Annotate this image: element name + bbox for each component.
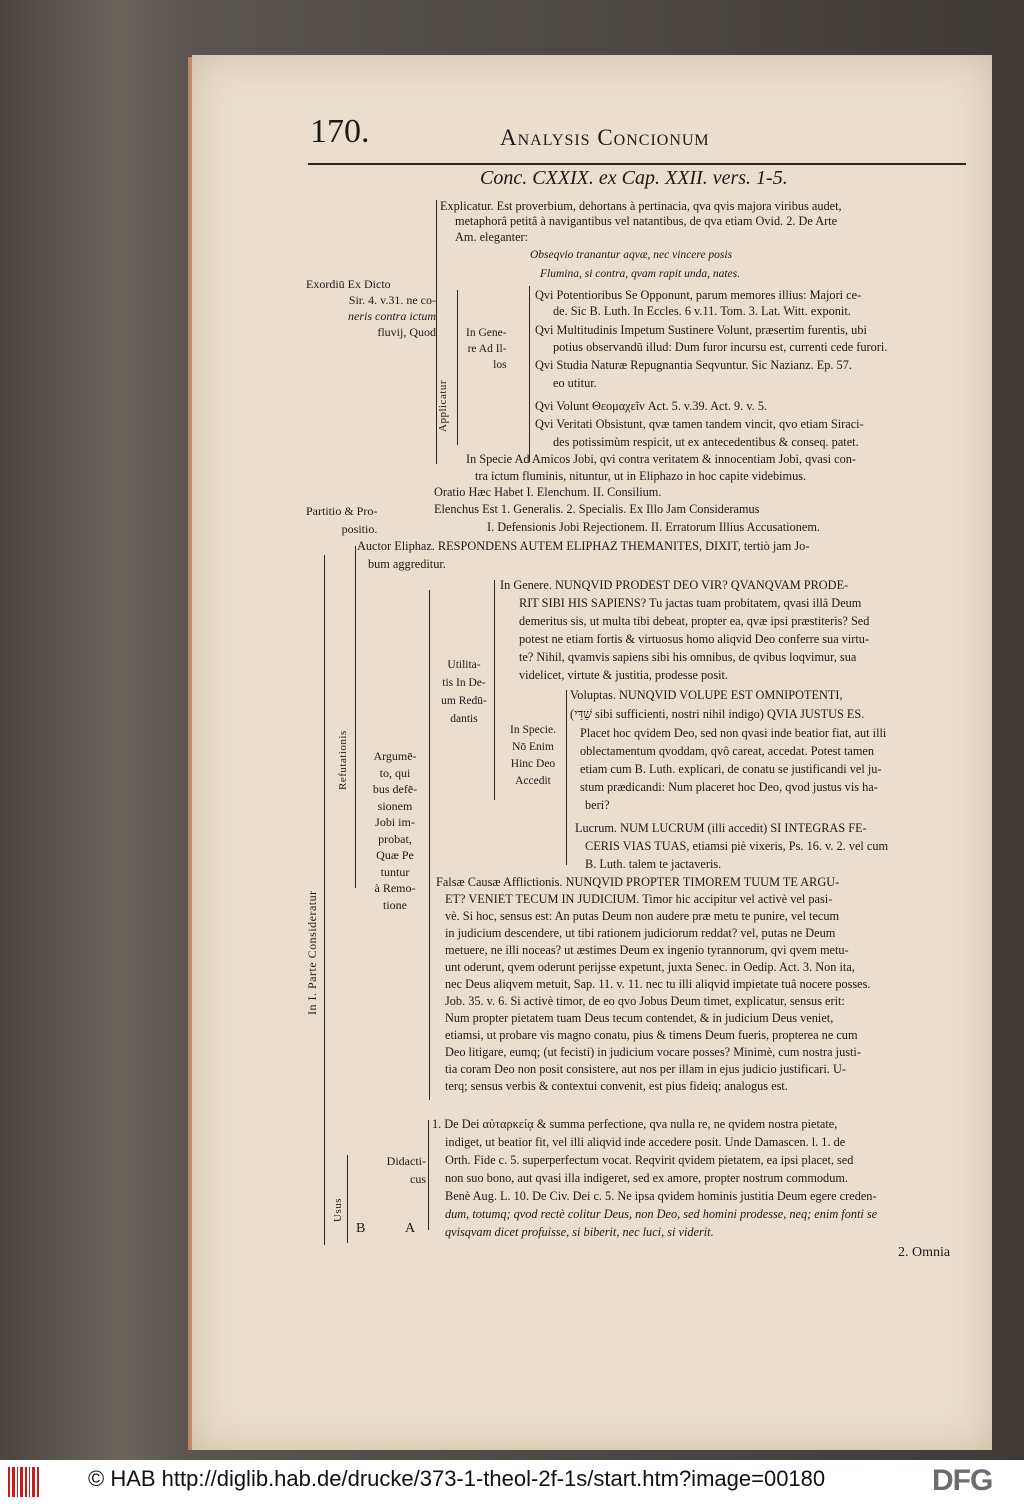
label-line: tis In De- (442, 677, 486, 689)
label-line: In Specie. (510, 724, 556, 736)
subtitle: Conc. CXXIX. ex Cap. XXII. vers. 1-5. (480, 167, 788, 189)
text-line: etiamsi, ut probare vis magno conatu, pius & timens Deum fueris, propterea ne cum (445, 1028, 858, 1042)
brace-auctor (355, 546, 356, 888)
label-usus: Usus (332, 1197, 344, 1222)
label-line: sionem (377, 798, 413, 813)
text-line: Qvi Veritati Obsistunt, qvæ tamen tandem vincit, qvo etiam Siraci- (535, 417, 864, 431)
label-line: fluvij, Quod (377, 325, 436, 339)
text-line: tra ictum fluminis, nituntur, ut in Eliphazo in hoc capite videbimus. (475, 469, 807, 483)
dfg-logo: DFG (932, 1464, 993, 1497)
text-line: Auctor Eliphaz. RESPONDENS AUTEM ELIPHAZ THEMANITES, DIXIT, tertiò jam Jo- (357, 539, 810, 553)
text-line: metaphorâ petitâ à navigantibus vel natantibus, de qva etiam Ovid. 2. De Arte (455, 214, 838, 228)
text-line: indiget, ut beatior fit, vel illi aliqvid inde accedere posit. Unde Damascen. l. 1. de (445, 1135, 846, 1149)
text-line: potius observandū illud: Dum furor incursu est, currenti cede furori. (553, 340, 888, 354)
text-line: terq; sensus verbis & contextui convenit, est pius fideiq; analogus est. (445, 1079, 788, 1093)
brace-usus (347, 1155, 348, 1243)
text-line: B. Luth. talem te jactaveris. (585, 857, 722, 871)
brace-in-genere-2 (494, 580, 495, 800)
text-line: Qvi Potentioribus Se Opponunt, parum memores illius: Majori ce- (535, 288, 862, 302)
header-rule (308, 163, 966, 165)
text-line: In Genere. NUNQVID PRODEST DEO VIR? QVANQVAM PRODE- (500, 578, 849, 592)
label-line: à Remo- (374, 881, 416, 895)
text-line: I. Defensionis Jobi Rejectionem. II. Erratorum Illius Accusationem. (487, 520, 820, 534)
label-line: dantis (450, 713, 478, 725)
text-line: qvisqvam dicet profuisse, si biberit, nec luci, si viderit. (445, 1225, 714, 1239)
brace-argumento (429, 590, 430, 1100)
text-line: CERIS VIAS TUAS, etiamsi piè vixeris, Ps. 16. v. 2. vel cum (585, 839, 889, 853)
label-line: probat, (378, 831, 412, 846)
label-line: Exordiū Ex Dicto (306, 277, 391, 291)
text-line: stum prædicandi: Num placeret hoc Deo, qvod justus vis ha- (580, 780, 878, 794)
barcode-icon (8, 1467, 46, 1497)
text-line: Benè Aug. L. 10. De Civ. Dei c. 5. Ne ipsa qvidem hominis justitia Deum egere creden- (445, 1189, 877, 1203)
text-line: Flumina, si contra, qvam rapit unda, nates. (540, 268, 740, 280)
label-line: Hinc Deo (510, 758, 556, 770)
text-line: eo utitur. (553, 376, 597, 390)
label-in-i-parte: In I. Parte Consideratur (305, 890, 319, 1015)
text-line: vè. Si hoc, sensus est: An putas Deum non audere præ metu te punire, vel tecum (445, 909, 840, 923)
label-line: positio. (341, 522, 378, 536)
brace-applicatur (457, 290, 458, 445)
label-line: neris contra ictum (348, 309, 436, 323)
text-line: tia coram Deo non posit consistere, aut nos per illam in ejus judicio justificari. U- (445, 1062, 846, 1076)
text-line: In Specie Ad Amicos Jobi, qvi contra veritatem & innocentiam Jobi, qvasi con- (466, 452, 857, 466)
label-line: In Gene- (466, 327, 507, 339)
text-line: Qvi Studia Naturæ Repugnantia Seqvuntur. Sic Nazianz. Ep. 57. (535, 358, 852, 372)
text-line: Qvi Volunt Θεομαχεῖν Act. 5. v.39. Act. 9. v. 5. (535, 399, 768, 413)
label-argumento (361, 748, 429, 913)
text-line: metuere, ne illi noceas? ut æstimes Deum ex ingenio tyrannorum, qvi qvem metu- (445, 943, 849, 957)
text-line: Explicatur. Est proverbium, dehortans à pertinacia, qva qvis majora viribus audet, (440, 199, 842, 213)
label-line: Utilita- (447, 659, 481, 671)
label-applicatur: Applicatur (437, 379, 449, 432)
text-line: in judicium descendere, ut tibi rationem judiciorum reddat? vel, putas ne Deum (445, 926, 836, 940)
brace-didacticus (428, 1120, 429, 1230)
label-partitio (306, 502, 377, 538)
text-line: Placet hoc qvidem Deo, sed non qvasi inde beatior fiat, aut illi (580, 726, 887, 740)
text-line: ET? VENIET TECUM IN JUDICIUM. Timor hic accipitur vel activè vel pasi- (445, 892, 833, 906)
text-line: des potissimùm respicit, ut ex antecedentibus & conseq. patet. (553, 435, 859, 449)
text-line: Oratio Hæc Habet I. Elenchum. II. Consilium. (434, 485, 662, 499)
label-line: Accedit (515, 775, 551, 787)
letter-a: A (405, 1221, 416, 1236)
label-in-genere (466, 325, 507, 373)
text-line: Am. eleganter: (455, 230, 529, 244)
text-line: demeritus sis, ut multa tibi debeat, propter ea, qvæ ipsi præstiteris? Sed (519, 614, 870, 628)
text-line: (שַׁדַּי sibi sufficienti, nostri nihil indigo) QVIA JUSTUS ES. (570, 707, 865, 721)
text-line: videlicet, virtute & justitia, prodesse posit. (519, 668, 729, 682)
label-utilitatis (434, 656, 494, 728)
text-line: te? Nihil, qvamvis sapiens sibi his omnibus, de qvibus loqvimur, sua (519, 650, 857, 664)
label-line: Didacti- (386, 1154, 426, 1168)
text-line: Orth. Fide c. 5. superperfectum vocat. Reqvirit qvidem pietatem, ea ipsi placet, sed (445, 1153, 854, 1167)
brace-in-genere (529, 286, 530, 462)
label-line: um Redū- (441, 695, 487, 707)
text-line: non suo bono, aut qvasi illa indigeret, sed ex amore, propter nostrum commodum. (445, 1171, 848, 1185)
label-line: Nō Enim (512, 741, 554, 753)
text-line: dum, totumq; qvod rectè colitur Deus, non Deo, sed homini prodesse, neq; enim fonti se (445, 1207, 878, 1221)
text-line: Elenchus Est 1. Generalis. 2. Specialis. Ex Illo Jam Consideramus (434, 502, 760, 516)
label-line: Sir. 4. v.31. ne co- (348, 293, 436, 307)
brace-in-specie (566, 690, 567, 865)
text-line: Qvi Multitudinis Impetum Sustinere Volunt, præsertim furentis, ubi (535, 323, 867, 337)
label-line: Argumē- (373, 749, 417, 763)
label-line: to, qui (379, 765, 411, 780)
label-line: bus defē- (372, 782, 418, 796)
text-line: Voluptas. NUNQVID VOLUPE EST OMNIPOTENTI, (570, 688, 843, 702)
text-line: Num propter pietatem tuam Deus tecum contendet, & in judicium Deus veniet, (445, 1011, 834, 1025)
label-line: tione (383, 897, 407, 912)
text-line: 1. De Dei αὐταρκείᾳ & summa perfectione, qva nulla re, ne qvidem nostra pietate, (432, 1117, 838, 1131)
text-line: Deo litigare, eumq; (ut fecisti) in judicium vocare posses? Minimè, cum nostra justi- (445, 1045, 861, 1059)
running-title: Analysis Concionum (500, 125, 710, 150)
brace-exordium (436, 200, 437, 464)
text-line: bum aggreditur. (368, 557, 446, 571)
text-line: potest ne etiam fortis & virtuosus homo aliqvid Deo conferre sua virtu- (519, 632, 870, 646)
catchword: 2. Omnia (898, 1245, 951, 1260)
text-line: nec Deus aliqvem metuit, Sap. 11. v. 11. nec tu illi aliqvid impietate tuâ nocere posses. (445, 977, 871, 991)
text-line: etiam cum B. Luth. explicari, de conatu se justificandi vel ju- (580, 762, 882, 776)
page-number: 170. (310, 113, 370, 150)
brace-in-i-parte (324, 555, 325, 1245)
text-line: Obseqvio tranantur aqvæ, nec vincere posis (530, 249, 733, 261)
label-didacticus (356, 1152, 426, 1188)
text-line: Job. 35. v. 6. Si activè timor, de eo qvo Jobus Deum timet, explicatur, sensus erit: (445, 994, 845, 1008)
label-in-specie (502, 722, 564, 790)
text-line: beri? (585, 798, 610, 812)
label-line: tuntur (380, 864, 410, 879)
label-line: los (493, 359, 507, 371)
label-exordium (306, 276, 436, 340)
letter-b: B (356, 1221, 366, 1236)
text-line: de. Sic B. Luth. In Eccles. 6 v.11. Tom. 3. Lat. Witt. exponit. (553, 304, 851, 318)
label-line: Partitio & Pro- (306, 504, 378, 518)
text-line: unt oderunt, qvem oderunt perijsse expetunt, juxta Senec. in Oedip. Act. 3. Non ita, (445, 960, 855, 974)
label-line: cus (410, 1172, 426, 1186)
text-line: Falsæ Causæ Afflictionis. NUNQVID PROPTER TIMOREM TUUM TE ARGU- (436, 875, 840, 889)
text-line: oblectamentum qvoddam, qvô careat, accedat. Potest tamen (580, 744, 874, 758)
label-line: re Ad Il- (467, 343, 507, 355)
label-line: Quæ Pe (376, 848, 414, 862)
label-refutationis: Refutationis (337, 730, 349, 790)
text-line: Lucrum. NUM LUCRUM (illi accedit) SI INTEGRAS FE- (575, 821, 867, 835)
label-line: Jobi im- (375, 815, 415, 829)
copyright-link[interactable]: © HAB http://diglib.hab.de/drucke/373-1-theol-2f-1s/start.htm?image=00180 (88, 1466, 826, 1491)
text-line: RIT SIBI HIS SAPIENS? Tu jactas tuam probitatem, qvasi illâ Deum (519, 596, 862, 610)
